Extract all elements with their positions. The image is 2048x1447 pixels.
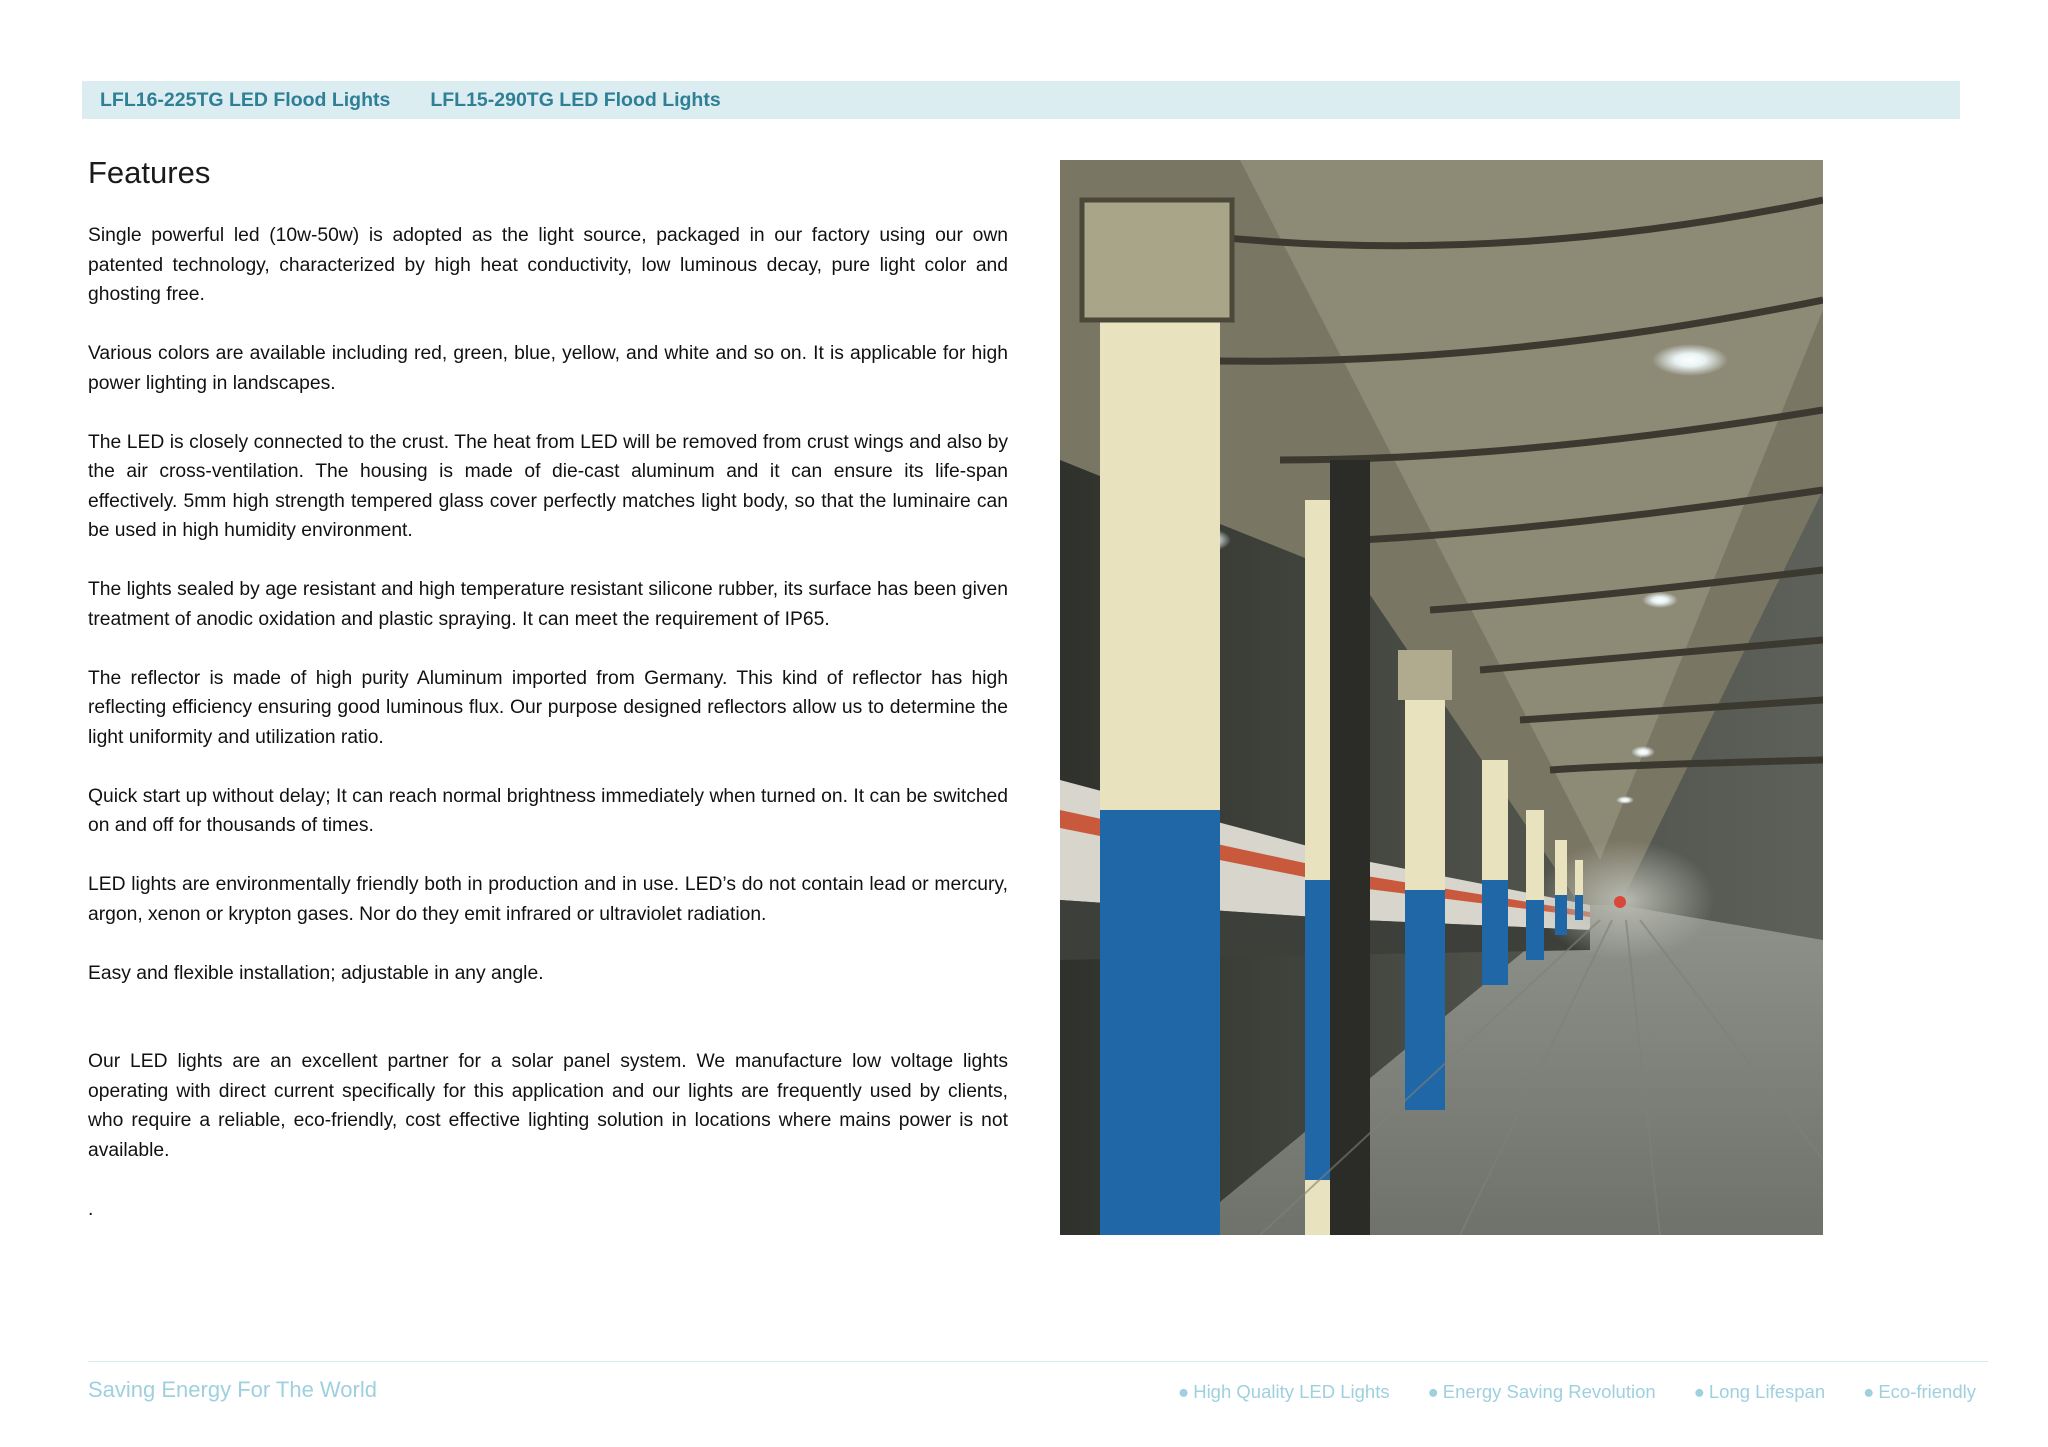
train-platform-photo	[1060, 160, 1823, 1235]
tab-lfl16-225tg[interactable]: LFL16-225TG LED Flood Lights	[100, 88, 391, 111]
platform-illustration	[1060, 160, 1823, 1235]
footer-slogan: Saving Energy For The World	[88, 1377, 377, 1402]
feature-paragraph: Easy and flexible installation; adjustable in any angle.	[88, 962, 544, 984]
feature-paragraph: The LED is closely connected to the crust. The heat from LED will be removed from crust wings and also by the air cross-ventilation. The housing is made of die-cast aluminum and it can ensure its life-span effectively. 5mm high strength tempered glass cover perfectly matches light body, so that the luminaire can be used in high humidity environment.	[88, 431, 1008, 541]
footer-tag: ● Eco-friendly	[1863, 1381, 1976, 1402]
footer-divider	[88, 1361, 1988, 1362]
product-tab-bar	[82, 81, 1960, 119]
bullet-icon: ●	[1178, 1381, 1190, 1402]
tab-lfl15-290tg[interactable]: LFL15-290TG LED Flood Lights	[430, 88, 721, 111]
bullet-icon: ●	[1693, 1381, 1705, 1402]
feature-paragraph: Quick start up without delay; It can reach normal brightness immediately when turned on. It can be switched on and off for thousands of times.	[88, 785, 1008, 836]
feature-paragraph: Our LED lights are an excellent partner for a solar panel system. We manufacture low voltage lights operating with direct current specifically for this application and our lights are frequently used by clients, who require a reliable, eco-friendly, cost effective lighting solution in locations where mains power is not available.	[88, 1051, 1008, 1161]
section-title: Features	[88, 155, 211, 190]
bullet-icon: ●	[1427, 1381, 1439, 1402]
feature-paragraph: Various colors are available including red, green, blue, yellow, and white and so on. It is applicable for high power lighting in landscapes.	[88, 343, 1008, 394]
features-text	[88, 221, 1008, 1254]
feature-paragraph: Single powerful led (10w-50w) is adopted as the light source, packaged in our factory using our own patented technology, characterized by high heat conductivity, low luminous decay, pure light color and ghosting free.	[88, 225, 1008, 305]
footer-tag: ● Energy Saving Revolution	[1427, 1381, 1656, 1402]
feature-paragraph: .	[88, 1198, 94, 1220]
footer-tag: ● Long Lifespan	[1693, 1381, 1826, 1402]
footer-tags	[1178, 1381, 1976, 1403]
bullet-icon: ●	[1863, 1381, 1875, 1402]
feature-paragraph: The lights sealed by age resistant and high temperature resistant silicone rubber, its surface has been given treatment of anodic oxidation and plastic spraying. It can meet the requirement of IP65.	[88, 579, 1008, 630]
feature-paragraph: LED lights are environmentally friendly both in production and in use. LED’s do not contain lead or mercury, argon, xenon or krypton gases. Nor do they emit infrared or ultraviolet radiation.	[88, 874, 1008, 925]
feature-paragraph: The reflector is made of high purity Aluminum imported from Germany. This kind of reflector has high reflecting efficiency ensuring good luminous flux. Our purpose designed reflectors allow us to determine the light uniformity and utilization ratio.	[88, 667, 1008, 748]
footer-tag: ● High Quality LED Lights	[1178, 1381, 1390, 1402]
